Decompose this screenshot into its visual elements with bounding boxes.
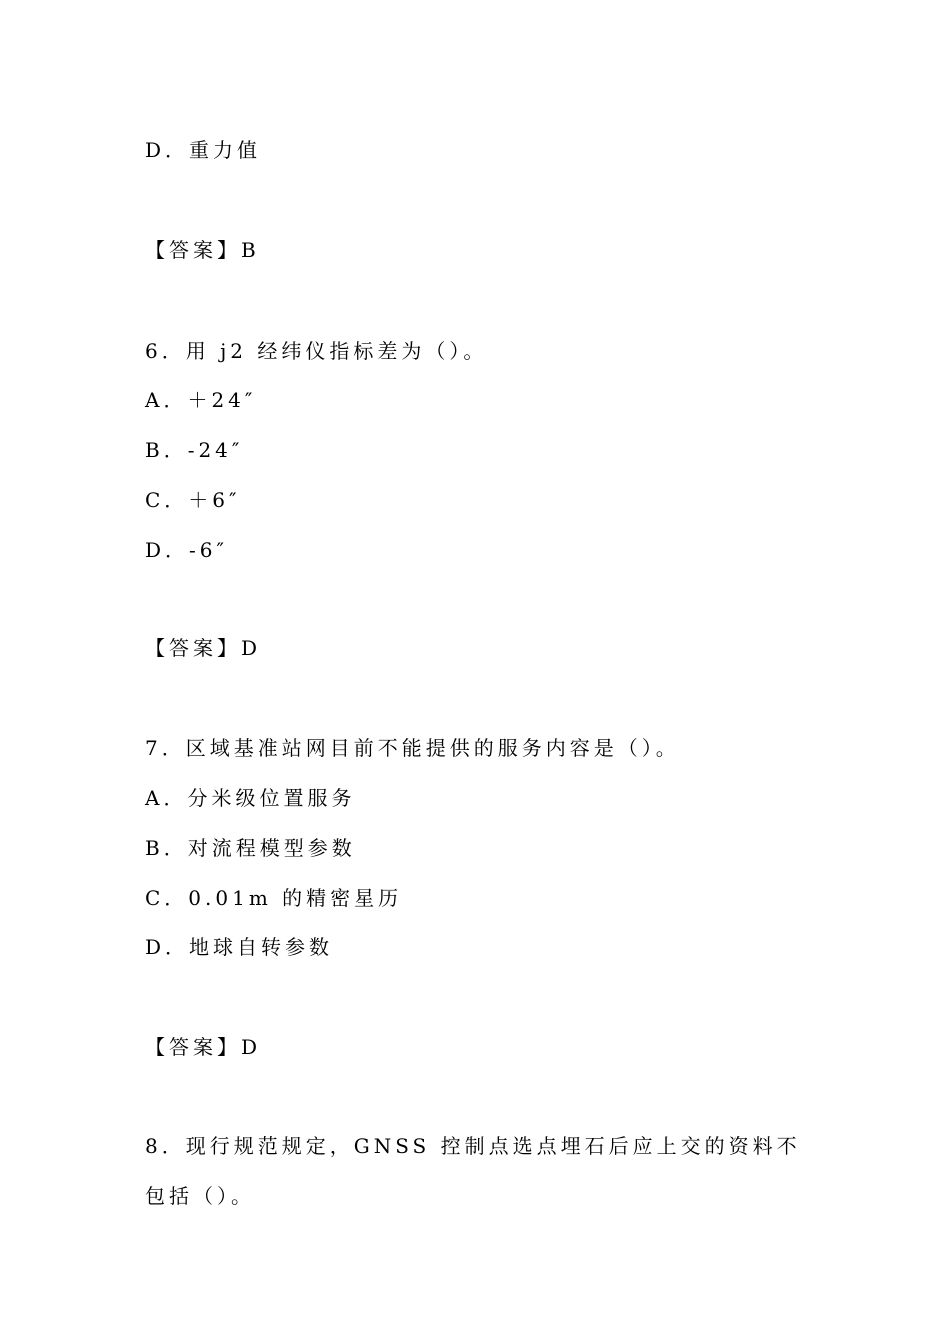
q5-option-d: D．重力值: [145, 138, 262, 162]
q6-option-b: B．-24″: [145, 438, 244, 462]
q6-option-a: A．＋24″: [145, 388, 257, 412]
q7-answer: 【答案】D: [145, 1035, 262, 1059]
q7-option-b: B．对流程模型参数: [145, 836, 356, 860]
q6-option-d: D．-6″: [145, 538, 228, 562]
q7-option-c: C．0.01m 的精密星历: [145, 886, 403, 910]
q5-answer: 【答案】B: [145, 238, 260, 262]
q7-option-a: A．分米级位置服务: [145, 786, 356, 810]
q7-option-d: D．地球自转参数: [145, 935, 334, 959]
q6-answer: 【答案】D: [145, 636, 262, 660]
q6-option-c: C．＋6″: [145, 488, 241, 512]
q7-stem: 7．区域基准站网目前不能提供的服务内容是（）。: [145, 736, 680, 760]
q8-stem-line-2: 包括（）。: [145, 1184, 255, 1208]
q8-stem-line-1: 8．现行规范规定，GNSS 控制点选点埋石后应上交的资料不: [145, 1134, 801, 1158]
q6-stem: 6．用 j2 经纬仪指标差为（）。: [145, 339, 488, 363]
